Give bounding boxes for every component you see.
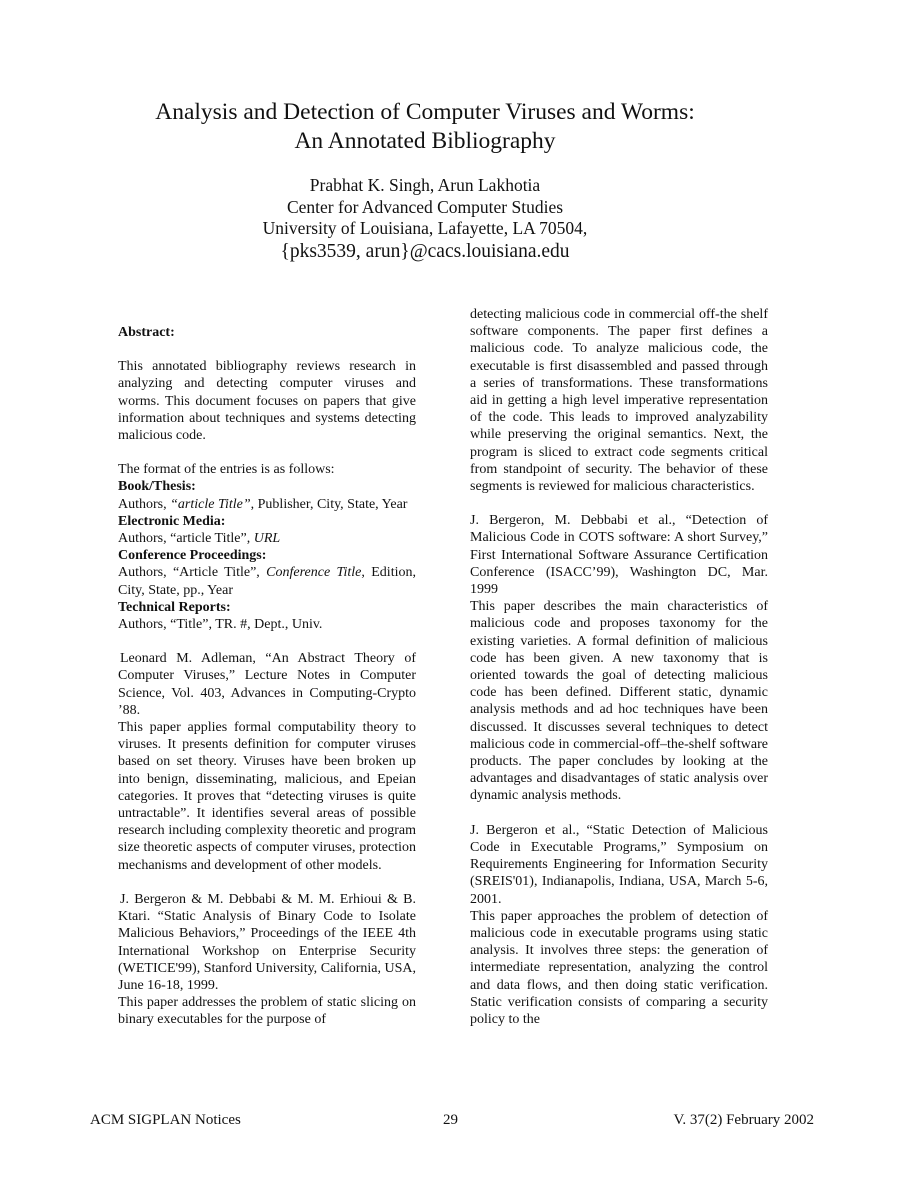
paper-title	[100, 98, 750, 156]
author-names: Prabhat K. Singh, Arun Lakhotia	[309, 175, 541, 195]
title-line-1: Analysis and Detection of Computer Viruses and Worms:	[155, 99, 695, 125]
right-column	[470, 306, 768, 1028]
entry-summary-bergeron-1999-isacc: This paper describes the main characteristics of malicious code and proposes taxonomy for the existing varieties. A formal definition of malicious code has been given. A new taxonomy that is oriented towards the goal of detecting malicious code has been defined. Different static, dynamic analysis methods and ad hoc techniques have been discussed. It discusses several techniques to detect malicious code in commercial-off–the-shelf software products. The paper concludes by looking at the advantages and disadvantages of static analysis over dynamic analysis methods.	[470, 599, 768, 804]
format-book-line: Authors, “article Title”, Publisher, City, State, Year	[118, 496, 408, 512]
left-column	[118, 324, 416, 1029]
format-emedia-heading: Electronic Media:	[118, 513, 226, 529]
author-block	[100, 175, 750, 264]
author-emails: {pks3539, arun}@cacs.louisiana.edu	[280, 240, 570, 262]
affiliation-line-2: University of Louisiana, Lafayette, LA 70504,	[262, 218, 588, 238]
entry-citation-bergeron-1999-isacc: J. Bergeron, M. Debbabi et al., “Detection of Malicious Code in COTS software: A short Survey,” First International Software Assurance Certification Conference (ISACC’99), Washington DC, Mar. 1999	[470, 513, 768, 598]
title-line-2: An Annotated Bibliography	[294, 128, 556, 154]
entry-summary-bergeron-1999-wetice-part1: This paper addresses the problem of static slicing on binary executables for the purpose of	[118, 995, 416, 1028]
affiliation-line-1: Center for Advanced Computer Studies	[286, 196, 564, 217]
page-footer	[90, 1111, 814, 1129]
format-intro: The format of the entries is as follows:	[118, 462, 335, 478]
abstract-text: This annotated bibliography reviews research in analyzing and detecting computer viruses and worms. This document focuses on papers that give information about techniques and systems detecting malicious code.	[118, 359, 416, 444]
format-tech-line: Authors, “Title”, TR. #, Dept., Univ.	[118, 617, 323, 633]
format-book-heading: Book/Thesis:	[118, 479, 196, 495]
entry-citation-adleman: Leonard M. Adleman, “An Abstract Theory of Computer Viruses,” Lecture Notes in Computer Science, Vol. 403, Advances in Computing-Crypto ’88.	[118, 651, 416, 718]
entry-summary-bergeron-2001-sreis: This paper approaches the problem of detection of malicious code in executable programs using static analysis. It involves three steps: the generation of intermediate representation, analyzing the control and data flows, and then doing static verification. Static verification consists of comparing a security policy to the	[470, 908, 768, 1027]
format-tech-heading: Technical Reports:	[118, 599, 231, 615]
format-conf-title: Conference Title	[266, 565, 362, 581]
entry-citation-bergeron-1999-wetice: J. Bergeron & M. Debbabi & M. M. Erhioui & B. Ktari. “Static Analysis of Binary Code to Isolate Malicious Behaviors,” Proceedings of the IEEE 4th International Workshop on Enterprise Security (WETICE'99), Stanford University, California, USA, June 16-18, 1999.	[118, 891, 416, 993]
footer-issue: V. 37(2) February 2002	[673, 1112, 814, 1128]
format-conf-line: Authors, “Article Title”, Conference Title, Edition, City, State, pp., Year	[118, 565, 416, 598]
format-emedia-url: URL	[253, 531, 281, 547]
footer-journal: ACM SIGPLAN Notices	[90, 1112, 241, 1128]
abstract-heading: Abstract:	[118, 325, 175, 340]
format-conf-heading: Conference Proceedings:	[118, 548, 267, 564]
footer-page-number: 29	[443, 1112, 458, 1128]
entry-citation-bergeron-2001-sreis: J. Bergeron et al., “Static Detection of Malicious Code in Executable Programs,” Symposium on Requirements Engineering for Information Security (SREIS'01), Indianapolis, Indiana, USA, March 5-6, 2001.	[470, 822, 768, 907]
format-emedia-line: Authors, “article Title”, URL	[118, 531, 281, 547]
entry-summary-bergeron-1999-wetice-part2: detecting malicious code in commercial off-the shelf software components. The paper first defines a malicious code. To analyze malicious code, the executable is first disassembled and passed through a series of transformations. These transformations aid in getting a high level imperative representation of the code. This leads to improved analyzability while preserving the original semantics. Next, the program is sliced to extract code segments critical from standpoint of security. The behavior of these segments is reviewed for malicious characteristics.	[470, 307, 768, 495]
entry-summary-adleman: This paper applies formal computability theory to viruses. It presents definition for computer viruses based on set theory. Viruses have been broken up into benign, disseminating, malicious, and Epeian categories. It proves that “detecting viruses is quite untractable”. It identifies several areas of possible research including complexity theoretic and program size theoretic aspects of computer viruses, protection mechanisms and development of other models.	[118, 720, 416, 873]
format-book-title: “article Title”	[170, 496, 251, 512]
